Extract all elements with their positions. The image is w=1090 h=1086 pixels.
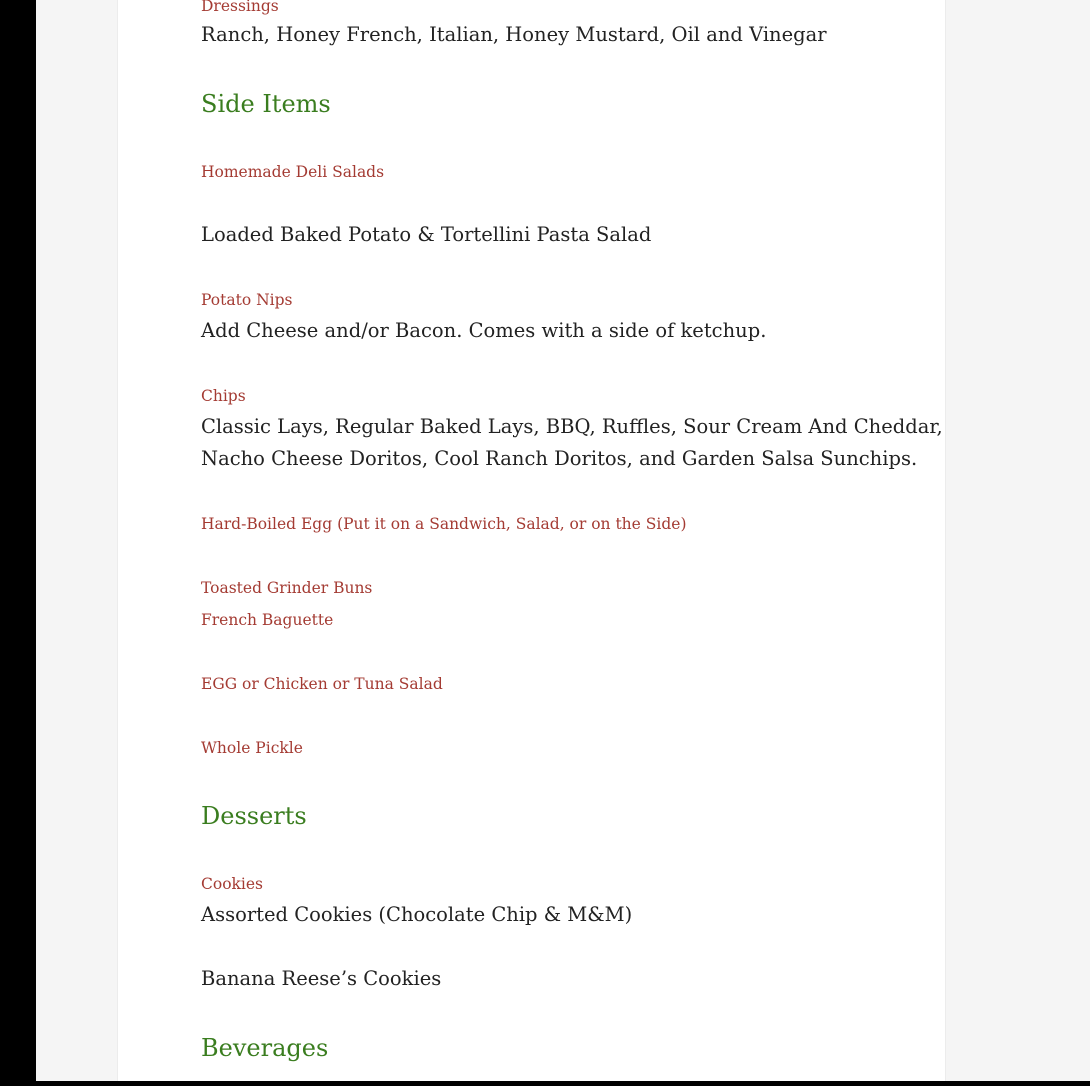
menu-item-dressings[interactable]: Dressings bbox=[201, 0, 279, 15]
menu-item-toasted-grinder-buns[interactable]: Toasted Grinder Buns bbox=[201, 579, 373, 597]
section-heading-beverages: Beverages bbox=[201, 1034, 329, 1062]
menu-item-french-baguette[interactable]: French Baguette bbox=[201, 611, 334, 629]
menu-item-homemade-deli-salads[interactable]: Homemade Deli Salads bbox=[201, 163, 385, 181]
section-heading-side-items: Side Items bbox=[201, 90, 331, 118]
dressings-description: Ranch, Honey French, Italian, Honey Mustard, Oil and Vinegar bbox=[201, 23, 827, 46]
menu-item-chips[interactable]: Chips bbox=[201, 387, 246, 405]
deli-salads-description: Loaded Baked Potato & Tortellini Pasta Salad bbox=[201, 223, 652, 246]
cookies-description: Assorted Cookies (Chocolate Chip & M&M) bbox=[201, 903, 633, 926]
banana-reese-cookies-description: Banana Reese’s Cookies bbox=[201, 967, 442, 990]
menu-item-egg-chicken-tuna-salad[interactable]: EGG or Chicken or Tuna Salad bbox=[201, 675, 443, 693]
chips-description-line-1: Classic Lays, Regular Baked Lays, BBQ, Ruffles, Sour Cream And Cheddar, bbox=[201, 415, 943, 438]
section-heading-desserts: Desserts bbox=[201, 802, 307, 830]
menu-item-potato-nips[interactable]: Potato Nips bbox=[201, 291, 293, 309]
menu-item-cookies[interactable]: Cookies bbox=[201, 875, 263, 893]
menu-item-hard-boiled-egg[interactable]: Hard-Boiled Egg (Put it on a Sandwich, Salad, or on the Side) bbox=[201, 515, 687, 533]
menu-item-whole-pickle[interactable]: Whole Pickle bbox=[201, 739, 303, 757]
chips-description-line-2: Nacho Cheese Doritos, Cool Ranch Doritos, and Garden Salsa Sunchips. bbox=[201, 447, 918, 470]
potato-nips-description: Add Cheese and/or Bacon. Comes with a side of ketchup. bbox=[201, 319, 767, 342]
bottom-edge-bar bbox=[0, 1081, 1090, 1086]
